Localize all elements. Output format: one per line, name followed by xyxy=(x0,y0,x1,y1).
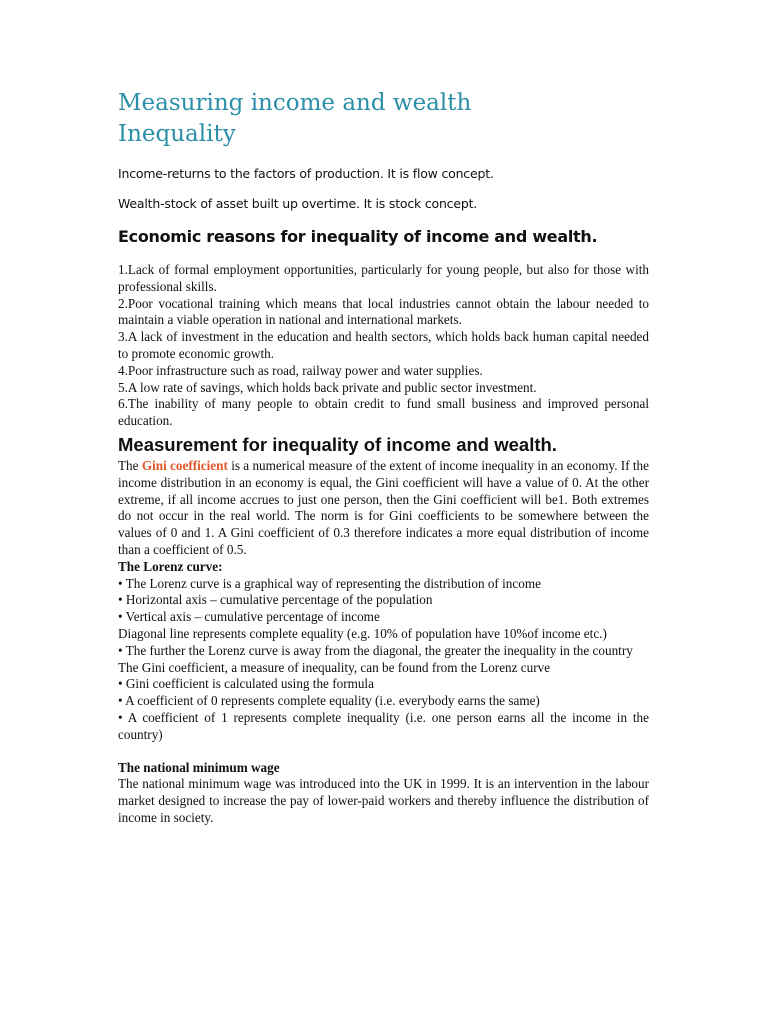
income-definition: Income-returns to the factors of production. It is flow concept. xyxy=(118,166,494,181)
lorenz-heading: The Lorenz curve: xyxy=(118,558,223,574)
document-page xyxy=(118,88,649,827)
wage-paragraph: The national minimum wage was introduced into the UK in 1999. It is an intervention in the labour market designed to increase the pay of lower-paid workers and thereby influence the distribution of income in society. xyxy=(118,776,649,825)
reason-item: 6.The inability of many people to obtain credit to fund small business and improved personal education. xyxy=(118,396,649,429)
measurement-heading: Measurement for inequality of income and wealth. xyxy=(118,433,557,455)
title-line-2: Inequality xyxy=(118,121,236,147)
gini-text: is a numerical measure of the extent of income inequality in an economy. If the income distribution in an economy is equal, the Gini coefficient will have a value of 0. At the other extreme, if all income accrues to just one person, then the Gini coefficient will be1. Both extremes do not occur in the real world. The norm is for Gini coefficients to be somewhere between the values of 0 and 1. A Gini coefficient of 0.3 therefore indicates a more equal distribution of income than a coefficient of 0.5. xyxy=(118,457,649,557)
gini-paragraph xyxy=(118,458,649,559)
gini-term: Gini coefficient xyxy=(141,457,228,473)
reasons-list xyxy=(118,262,649,430)
reasons-heading: Economic reasons for inequality of income and wealth. xyxy=(118,227,598,246)
gini-prefix: The xyxy=(118,457,142,473)
title-line-1: Measuring income and wealth xyxy=(118,90,472,116)
lorenz-line: • A coefficient of 1 represents complete inequality (i.e. one person earns all the income in the country) xyxy=(118,709,649,742)
lorenz-line: • The Lorenz curve is a graphical way of representing the distribution of income xyxy=(118,575,541,591)
wealth-definition: Wealth-stock of asset built up overtime. It is stock concept. xyxy=(118,196,478,211)
reason-item: 1.Lack of formal employment opportunities, particularly for young people, but also for those with professional skills. xyxy=(118,262,649,294)
lorenz-line: • A coefficient of 0 represents complete equality (i.e. everybody earns the same) xyxy=(118,693,540,709)
page-title xyxy=(118,88,649,150)
lorenz-line: • The further the Lorenz curve is away from the diagonal, the greater the inequality in the country xyxy=(118,642,633,658)
reason-item: 5.A low rate of savings, which holds back private and public sector investment. xyxy=(118,379,537,395)
lorenz-line: • Vertical axis – cumulative percentage of income xyxy=(118,609,380,625)
lorenz-line: • Horizontal axis – cumulative percentage of the population xyxy=(118,592,433,608)
reason-item: 2.Poor vocational training which means that local industries cannot obtain the labour needed to maintain a viable operation in national and international markets. xyxy=(118,295,649,328)
lorenz-line: • Gini coefficient is calculated using the formula xyxy=(118,676,374,692)
reason-item: 4.Poor infrastructure such as road, railway power and water supplies. xyxy=(118,362,483,378)
spacer xyxy=(118,744,649,760)
lorenz-list xyxy=(118,576,649,744)
wage-heading: The national minimum wage xyxy=(118,759,280,775)
lorenz-line: The Gini coefficient, a measure of inequality, can be found from the Lorenz curve xyxy=(118,659,551,675)
lorenz-line: Diagonal line represents complete equality (e.g. 10% of population have 10%of income etc.) xyxy=(118,625,607,641)
reason-item: 3.A lack of investment in the education and health sectors, which holds back human capital needed to promote economic growth. xyxy=(118,329,649,361)
